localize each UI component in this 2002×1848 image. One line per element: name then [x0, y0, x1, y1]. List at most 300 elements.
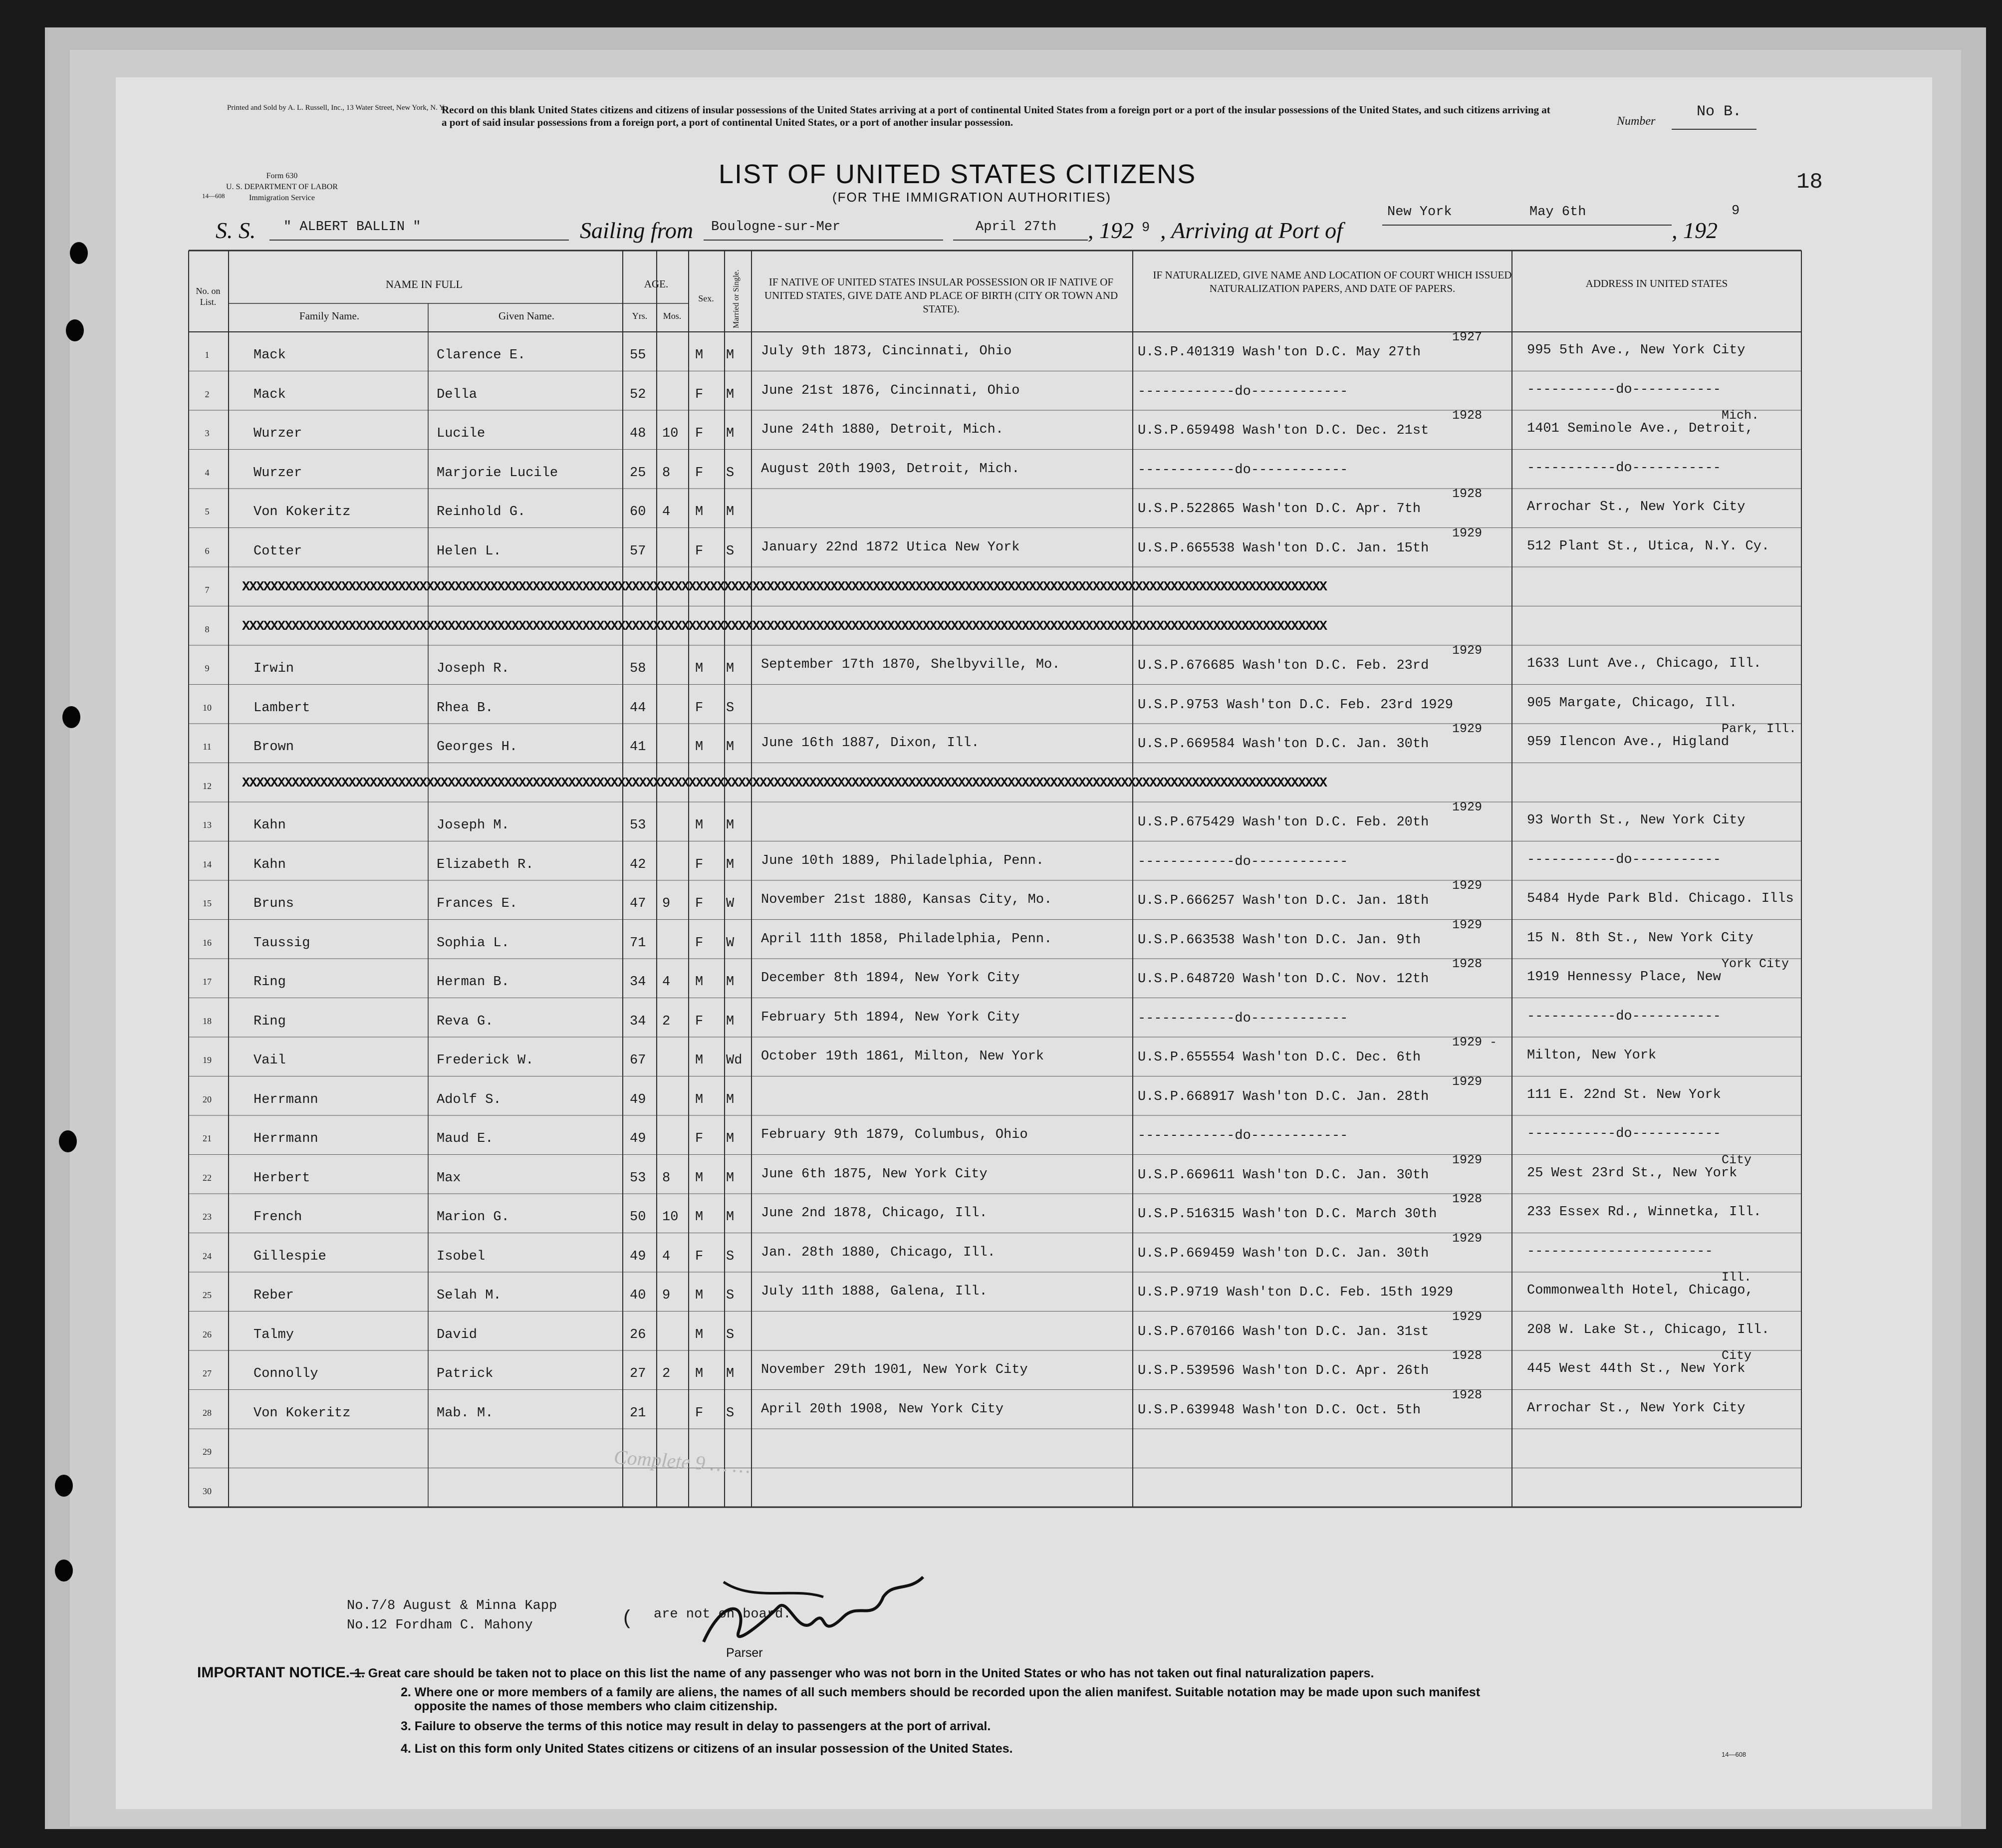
- row-nat: U.S.P.9719 Wash'ton D.C. Feb. 15th 1929: [1138, 1285, 1453, 1300]
- number-value: No B.: [1697, 103, 1742, 120]
- row-family: Irwin: [253, 661, 294, 676]
- row-given: Frances E.: [437, 896, 518, 911]
- row-ms: M: [726, 661, 735, 676]
- row-addr_top: City: [1722, 1152, 1752, 1167]
- row-nat: U.S.P.655554 Wash'ton D.C. Dec. 6th: [1138, 1050, 1421, 1065]
- row-sex: M: [695, 1288, 704, 1303]
- row-nat: U.S.P.663538 Wash'ton D.C. Jan. 9th: [1138, 932, 1421, 948]
- row-ms: M: [726, 975, 735, 990]
- row-no: 22: [203, 1172, 212, 1183]
- row-ms: S: [726, 1249, 735, 1264]
- row-given: Helen L.: [437, 543, 501, 559]
- row-addr_top: Park, Ill.: [1722, 722, 1797, 736]
- row-no: 13: [203, 820, 212, 830]
- row-given: Max: [437, 1170, 461, 1186]
- row-sex: F: [695, 1014, 704, 1029]
- row-family: Brown: [253, 740, 294, 755]
- col-header-no: No. on List.: [196, 286, 221, 307]
- row-family: Kahn: [253, 857, 286, 872]
- row-sex: M: [695, 975, 704, 990]
- row-nat: U.S.P.668917 Wash'ton D.C. Jan. 28th: [1138, 1089, 1429, 1104]
- form-code-left: 14—608: [202, 192, 225, 200]
- row-addr: 905 Margate, Chicago, Ill.: [1527, 695, 1738, 711]
- row-no: 11: [203, 742, 212, 752]
- row-family: Reber: [253, 1288, 294, 1303]
- row-nat: U.S.P.675429 Wash'ton D.C. Feb. 20th: [1138, 815, 1429, 830]
- row-no: 14: [203, 859, 212, 869]
- row-birth: November 29th 1901, New York City: [761, 1362, 1028, 1377]
- row-mos: 10: [662, 426, 679, 441]
- row-ms: S: [726, 700, 735, 716]
- row-ms: M: [726, 387, 735, 402]
- printer-credit: Printed and Sold by A. L. Russell, Inc., 13 Water Street, New York, N. Y.: [227, 104, 446, 112]
- col-header-sex: Sex.: [698, 293, 714, 303]
- row-family: Kahn: [253, 818, 286, 833]
- row-ms: Wd: [726, 1053, 743, 1068]
- page-number: 18: [1796, 170, 1823, 195]
- row-nat_year: 1928: [1452, 408, 1483, 423]
- row-nat_year: 1928: [1452, 957, 1483, 971]
- row-birth: February 9th 1879, Columbus, Ohio: [761, 1127, 1028, 1142]
- col-header-age: AGE.: [644, 278, 669, 290]
- row-given: Joseph M.: [437, 818, 509, 833]
- row-nat: U.S.P.639948 Wash'ton D.C. Oct. 5th: [1138, 1402, 1421, 1418]
- row-mos: 8: [662, 1170, 671, 1186]
- row-sex: M: [695, 1366, 704, 1381]
- row-nat_year: 1929: [1452, 1152, 1483, 1167]
- row-addr: Commonwealth Hotel, Chicago,: [1527, 1283, 1753, 1298]
- row-given: Elizabeth R.: [437, 857, 534, 872]
- row-sex: F: [695, 857, 704, 872]
- row-birth: August 20th 1903, Detroit, Mich.: [761, 461, 1020, 477]
- row-sex: F: [695, 465, 704, 481]
- row-addr_top: Mich.: [1722, 408, 1759, 423]
- row-addr: 445 West 44th St., New York: [1527, 1361, 1746, 1376]
- row-birth: June 2nd 1878, Chicago, Ill.: [761, 1206, 988, 1221]
- row-given: Marjorie Lucile: [437, 465, 558, 481]
- row-no: 30: [203, 1486, 212, 1496]
- row-addr_top: City: [1722, 1348, 1752, 1363]
- row-nat: ------------do------------: [1138, 1128, 1348, 1143]
- departure-year-digit: 9: [1142, 221, 1150, 236]
- arrival-date: May 6th: [1529, 205, 1586, 220]
- row-family: Cotter: [253, 543, 302, 559]
- row-nat: ------------do------------: [1138, 1011, 1348, 1026]
- col-header-given: Given Name.: [499, 310, 554, 322]
- form-code-right: 14—608: [1722, 1751, 1747, 1758]
- row-birth: April 20th 1908, New York City: [761, 1401, 1004, 1417]
- row-mos: 4: [662, 1249, 671, 1264]
- row-ms: M: [726, 818, 735, 833]
- row-given: David: [437, 1327, 478, 1342]
- row-sex: M: [695, 348, 704, 363]
- row-family: Gillespie: [253, 1249, 326, 1264]
- row-ms: S: [726, 465, 735, 481]
- struck-row: XXXXXXXXXXXXXXXXXXXXXXXXXXXXXXXXXXXXXXXXXXXXXXXXXXXXXXXXXXXXXXXXXXXXXXXXXXXXXXXXXXXXXXXXXXXXXXXXXXXXXXXXXXXXXXXXXXXXXXXXXXXXXXXXXXXXXXXXXXXXXXXXXXXXXXXXX: [242, 776, 1327, 791]
- row-no: 27: [203, 1368, 212, 1378]
- row-yrs: 55: [630, 348, 646, 363]
- row-nat_year: 1929 -: [1452, 1035, 1498, 1050]
- row-ms: M: [726, 1366, 735, 1381]
- row-ms: M: [726, 1131, 735, 1146]
- service-name: Immigration Service: [249, 194, 315, 202]
- row-birth: June 16th 1887, Dixon, Ill.: [761, 736, 980, 751]
- footer-note-status: are not on board.: [654, 1607, 791, 1622]
- row-family: Ring: [253, 975, 286, 990]
- sailing-from-label: Sailing from: [580, 218, 694, 243]
- row-birth: July 9th 1873, Cincinnati, Ohio: [761, 344, 1012, 359]
- row-yrs: 34: [630, 1014, 646, 1029]
- row-given: Selah M.: [437, 1288, 501, 1303]
- row-nat: U.S.P.676685 Wash'ton D.C. Feb. 23rd: [1138, 658, 1429, 673]
- row-nat: U.S.P.670166 Wash'ton D.C. Jan. 31st: [1138, 1324, 1429, 1339]
- row-nat: ------------do------------: [1138, 384, 1348, 399]
- row-sex: F: [695, 426, 704, 441]
- row-sex: F: [695, 543, 704, 559]
- department-name: U. S. DEPARTMENT OF LABOR: [226, 183, 338, 191]
- record-instructions: Record on this blank United States citizens and citizens of insular possessions of the United States arriving at a port of continental United States from a foreign port or a port of the insular possessions of the United States, and such citizens arriving at a port of said insular possessions from a foreign port, a port of continental United States, or a port of another insular possession.: [442, 104, 1550, 128]
- row-birth: January 22nd 1872 Utica New York: [761, 539, 1020, 555]
- row-nat: ------------do------------: [1138, 854, 1348, 869]
- col-header-address: ADDRESS IN UNITED STATES: [1585, 277, 1728, 289]
- row-addr: 111 E. 22nd St. New York: [1527, 1087, 1721, 1102]
- row-no: 18: [203, 1016, 212, 1026]
- departure-port: Boulogne-sur-Mer: [711, 220, 841, 235]
- footer-brace: (: [621, 1608, 634, 1630]
- row-no: 19: [203, 1055, 212, 1065]
- row-no: 21: [203, 1133, 212, 1143]
- row-nat_year: 1929: [1452, 800, 1483, 814]
- row-no: 4: [205, 467, 210, 478]
- row-birth: December 8th 1894, New York City: [761, 971, 1020, 986]
- row-addr: Arrochar St., New York City: [1527, 500, 1746, 515]
- row-sex: F: [695, 896, 704, 911]
- row-ms: W: [726, 896, 735, 911]
- row-given: Frederick W.: [437, 1053, 534, 1068]
- row-ms: S: [726, 1327, 735, 1342]
- ship-name: " ALBERT BALLIN ": [283, 220, 421, 235]
- row-ms: S: [726, 1288, 735, 1303]
- row-nat_year: 1929: [1452, 878, 1483, 893]
- row-no: 9: [205, 663, 210, 673]
- row-given: Lucile: [437, 426, 486, 441]
- row-birth: June 24th 1880, Detroit, Mich.: [761, 422, 1004, 437]
- row-given: Marion G.: [437, 1210, 509, 1225]
- row-nat: U.S.P.659498 Wash'ton D.C. Dec. 21st: [1138, 423, 1429, 438]
- arrival-year: , 192: [1672, 218, 1718, 243]
- row-no: 12: [203, 781, 212, 791]
- row-sex: F: [695, 935, 704, 951]
- row-nat_year: 1929: [1452, 526, 1483, 540]
- row-family: Herrmann: [253, 1131, 318, 1146]
- row-addr: Arrochar St., New York City: [1527, 1400, 1746, 1416]
- row-family: Ring: [253, 1014, 286, 1029]
- row-given: Reva G.: [437, 1014, 494, 1029]
- row-birth: April 11th 1858, Philadelphia, Penn.: [761, 931, 1052, 947]
- row-nat_year: 1929: [1452, 1231, 1483, 1246]
- row-ms: M: [726, 1170, 735, 1186]
- col-header-naturalized: IF NATURALIZED, GIVE NAME AND LOCATION OF COURT WHICH ISSUED NATURALIZATION PAPERS, AND DATE OF PAPERS.: [1153, 269, 1512, 294]
- notice-2b: opposite the names of those members who claim citizenship.: [414, 1699, 777, 1713]
- row-ms: S: [726, 1405, 735, 1421]
- row-no: 20: [203, 1094, 212, 1104]
- row-addr: 512 Plant St., Utica, N.Y. Cy.: [1527, 538, 1770, 554]
- row-given: Adolf S.: [437, 1092, 501, 1107]
- row-no: 26: [203, 1329, 212, 1339]
- row-birth: Jan. 28th 1880, Chicago, Ill.: [761, 1245, 996, 1260]
- inspector-signature-icon: [694, 1567, 933, 1657]
- arriving-label: , Arriving at Port of: [1160, 218, 1343, 243]
- form-number: Form 630: [266, 172, 298, 180]
- row-addr: 93 Worth St., New York City: [1527, 813, 1746, 828]
- page-title: LIST OF UNITED STATES CITIZENS: [719, 159, 1197, 189]
- row-no: 28: [203, 1407, 212, 1418]
- row-no: 17: [203, 977, 212, 987]
- departure-year: , 192: [1088, 218, 1134, 243]
- row-nat: U.S.P.401319 Wash'ton D.C. May 27th: [1138, 345, 1421, 360]
- row-addr: 959 Ilencon Ave., Higland: [1527, 735, 1730, 750]
- row-addr: 1401 Seminole Ave., Detroit,: [1527, 421, 1753, 436]
- row-yrs: 44: [630, 700, 646, 716]
- row-sex: F: [695, 700, 704, 716]
- row-yrs: 25: [630, 465, 646, 481]
- row-ms: M: [726, 1014, 735, 1029]
- departure-date: April 27th: [976, 220, 1057, 235]
- row-given: Joseph R.: [437, 661, 509, 676]
- row-nat: ------------do------------: [1138, 462, 1348, 478]
- struck-row: XXXXXXXXXXXXXXXXXXXXXXXXXXXXXXXXXXXXXXXXXXXXXXXXXXXXXXXXXXXXXXXXXXXXXXXXXXXXXXXXXXXXXXXXXXXXXXXXXXXXXXXXXXXXXXXXXXXXXXXXXXXXXXXXXXXXXXXXXXXXXXXXXXXXXXXXX: [242, 580, 1327, 595]
- col-header-married: Married or Single.: [732, 269, 741, 328]
- row-ms: M: [726, 740, 735, 755]
- page-subtitle: (FOR THE IMMIGRATION AUTHORITIES): [832, 190, 1112, 205]
- col-header-yrs: Yrs.: [632, 311, 648, 321]
- row-given: Mab. M.: [437, 1405, 494, 1421]
- row-nat_year: 1928: [1452, 487, 1483, 501]
- row-family: Vail: [253, 1053, 286, 1068]
- row-mos: 9: [662, 896, 671, 911]
- row-addr: Milton, New York: [1527, 1048, 1657, 1063]
- row-nat_year: 1928: [1452, 1348, 1483, 1363]
- row-given: Georges H.: [437, 740, 518, 755]
- row-yrs: 42: [630, 857, 646, 872]
- row-mos: 4: [662, 505, 671, 520]
- row-addr_top: Ill.: [1722, 1270, 1752, 1285]
- row-addr: 208 W. Lake St., Chicago, Ill.: [1527, 1322, 1770, 1337]
- row-addr: -----------do-----------: [1527, 460, 1721, 476]
- row-nat: U.S.P.665538 Wash'ton D.C. Jan. 15th: [1138, 540, 1429, 556]
- row-nat_year: 1929: [1452, 1074, 1483, 1089]
- row-addr: -----------do-----------: [1527, 1126, 1721, 1141]
- row-sex: M: [695, 1327, 704, 1342]
- row-given: Patrick: [437, 1366, 494, 1381]
- row-ms: M: [726, 1092, 735, 1107]
- row-family: Von Kokeritz: [253, 1405, 351, 1421]
- row-nat: U.S.P.666257 Wash'ton D.C. Jan. 18th: [1138, 893, 1429, 908]
- row-no: 15: [203, 898, 212, 908]
- footer-note-line-1: No.7/8 August & Minna Kapp: [347, 1598, 557, 1613]
- row-no: 1: [205, 350, 210, 360]
- row-family: Mack: [253, 348, 286, 363]
- row-sex: M: [695, 1092, 704, 1107]
- footer-note-line-2: No.12 Fordham C. Mahony: [347, 1618, 533, 1633]
- row-yrs: 34: [630, 975, 646, 990]
- row-given: Reinhold G.: [437, 505, 526, 520]
- row-family: Connolly: [253, 1366, 318, 1381]
- row-no: 2: [205, 389, 210, 399]
- row-family: Talmy: [253, 1327, 294, 1342]
- notice-1: 1. Great care should be taken not to place on this list the name of any passenger who was not born in the United States or who has not taken out final naturalization papers.: [354, 1666, 1374, 1680]
- row-addr: 1633 Lunt Ave., Chicago, Ill.: [1527, 656, 1761, 671]
- notice-heading: IMPORTANT NOTICE.—: [197, 1664, 365, 1681]
- row-yrs: 48: [630, 426, 646, 441]
- row-addr: 1919 Hennessy Place, New: [1527, 970, 1721, 985]
- row-birth: November 21st 1880, Kansas City, Mo.: [761, 892, 1052, 907]
- ss-label: S. S.: [216, 218, 256, 243]
- row-nat: U.S.P.516315 Wash'ton D.C. March 30th: [1138, 1207, 1437, 1222]
- row-mos: 2: [662, 1014, 671, 1029]
- row-addr: 5484 Hyde Park Bld. Chicago. Ills: [1527, 891, 1794, 906]
- notice-2a: 2. Where one or more members of a family are aliens, the names of all such members should be recorded upon the alien manifest. Suitable notation may be made upon such manifest: [401, 1685, 1481, 1699]
- row-birth: June 10th 1889, Philadelphia, Penn.: [761, 853, 1044, 868]
- row-no: 16: [203, 937, 212, 948]
- row-given: Maud E.: [437, 1131, 494, 1146]
- row-nat_year: 1927: [1452, 330, 1483, 344]
- row-sex: F: [695, 1131, 704, 1146]
- row-given: Sophia L.: [437, 935, 509, 951]
- row-addr: -----------do-----------: [1527, 852, 1721, 867]
- arrival-year-digit: 9: [1732, 204, 1740, 219]
- row-family: Herbert: [253, 1170, 310, 1186]
- row-family: Herrmann: [253, 1092, 318, 1107]
- row-yrs: 53: [630, 1170, 646, 1186]
- row-family: French: [253, 1210, 302, 1225]
- row-no: 7: [205, 585, 210, 595]
- row-sex: M: [695, 818, 704, 833]
- row-ms: M: [726, 505, 735, 520]
- row-family: Bruns: [253, 896, 294, 911]
- struck-row: XXXXXXXXXXXXXXXXXXXXXXXXXXXXXXXXXXXXXXXXXXXXXXXXXXXXXXXXXXXXXXXXXXXXXXXXXXXXXXXXXXXXXXXXXXXXXXXXXXXXXXXXXXXXXXXXXXXXXXXXXXXXXXXXXXXXXXXXXXXXXXXXXXXXXXXXX: [242, 619, 1327, 634]
- row-nat_year: 1929: [1452, 722, 1483, 736]
- row-no: 25: [203, 1290, 212, 1300]
- row-no: 24: [203, 1251, 212, 1261]
- row-yrs: 21: [630, 1405, 646, 1421]
- row-mos: 9: [662, 1288, 671, 1303]
- row-yrs: 67: [630, 1053, 646, 1068]
- row-addr: 15 N. 8th St., New York City: [1527, 930, 1753, 946]
- col-header-family: Family Name.: [299, 310, 360, 322]
- row-yrs: 58: [630, 661, 646, 676]
- row-yrs: 27: [630, 1366, 646, 1381]
- row-family: Lambert: [253, 700, 310, 716]
- row-given: Herman B.: [437, 975, 509, 990]
- row-sex: M: [695, 1053, 704, 1068]
- row-given: Rhea B.: [437, 700, 494, 716]
- row-addr: 25 West 23rd St., New York: [1527, 1165, 1738, 1181]
- row-mos: 8: [662, 465, 671, 481]
- arrival-port: New York: [1387, 205, 1452, 220]
- row-nat: U.S.P.669611 Wash'ton D.C. Jan. 30th: [1138, 1167, 1429, 1183]
- row-nat: U.S.P.648720 Wash'ton D.C. Nov. 12th: [1138, 972, 1429, 987]
- row-mos: 10: [662, 1210, 679, 1225]
- col-header-mos: Mos.: [663, 311, 682, 321]
- row-given: Della: [437, 387, 478, 402]
- col-header-name: NAME IN FULL: [386, 278, 463, 290]
- row-ms: M: [726, 857, 735, 872]
- row-family: Von Kokeritz: [253, 505, 351, 520]
- notice-3: 3. Failure to observe the terms of this notice may result in delay to passengers at the port of arrival.: [401, 1719, 991, 1733]
- row-nat_year: 1929: [1452, 643, 1483, 658]
- row-yrs: 60: [630, 505, 646, 520]
- row-given: Isobel: [437, 1249, 486, 1264]
- row-sex: F: [695, 1405, 704, 1421]
- row-yrs: 26: [630, 1327, 646, 1342]
- row-yrs: 49: [630, 1131, 646, 1146]
- row-yrs: 41: [630, 740, 646, 755]
- row-addr: -----------------------: [1527, 1244, 1713, 1259]
- row-yrs: 71: [630, 935, 646, 951]
- row-birth: September 17th 1870, Shelbyville, Mo.: [761, 657, 1060, 672]
- row-sex: M: [695, 1210, 704, 1225]
- row-nat: U.S.P.539596 Wash'ton D.C. Apr. 26th: [1138, 1363, 1429, 1378]
- row-yrs: 53: [630, 818, 646, 833]
- row-ms: M: [726, 426, 735, 441]
- row-nat_year: 1929: [1452, 917, 1483, 932]
- row-nat_year: 1928: [1452, 1387, 1483, 1402]
- row-ms: S: [726, 543, 735, 559]
- parser-label: Parser: [726, 1646, 763, 1660]
- row-nat: U.S.P.522865 Wash'ton D.C. Apr. 7th: [1138, 502, 1421, 517]
- row-no: 29: [203, 1447, 212, 1457]
- row-sex: M: [695, 661, 704, 676]
- row-sex: M: [695, 1170, 704, 1186]
- row-birth: October 19th 1861, Milton, New York: [761, 1049, 1044, 1064]
- row-addr: 233 Essex Rd., Winnetka, Ill.: [1527, 1205, 1761, 1220]
- row-yrs: 52: [630, 387, 646, 402]
- row-family: Wurzer: [253, 426, 302, 441]
- notice-4: 4. List on this form only United States citizens or citizens of an insular possession of the United States.: [401, 1742, 1013, 1756]
- row-yrs: 47: [630, 896, 646, 911]
- row-yrs: 49: [630, 1092, 646, 1107]
- row-no: 5: [205, 507, 210, 517]
- row-no: 8: [205, 624, 210, 634]
- col-header-birth: IF NATIVE OF UNITED STATES INSULAR POSSESSION OR IF NATIVE OF UNITED STATES, GIVE DATE AND PLACE OF BIRTH (CITY OR TOWN AND STATE).: [764, 276, 1118, 315]
- row-sex: F: [695, 1249, 704, 1264]
- row-addr: -----------do-----------: [1527, 1009, 1721, 1024]
- row-no: 3: [205, 428, 210, 438]
- row-mos: 2: [662, 1366, 671, 1381]
- row-yrs: 40: [630, 1288, 646, 1303]
- row-nat: U.S.P.9753 Wash'ton D.C. Feb. 23rd 1929: [1138, 697, 1453, 713]
- row-birth: July 11th 1888, Galena, Ill.: [761, 1284, 988, 1299]
- row-yrs: 57: [630, 543, 646, 559]
- row-family: Wurzer: [253, 465, 302, 481]
- row-family: Taussig: [253, 935, 310, 951]
- row-yrs: 49: [630, 1249, 646, 1264]
- row-ms: W: [726, 935, 735, 951]
- row-ms: M: [726, 348, 735, 363]
- row-addr: 995 5th Ave., New York City: [1527, 343, 1746, 358]
- row-sex: M: [695, 505, 704, 520]
- pencil-annotation: Complete 9 … …: [613, 1445, 751, 1478]
- row-ms: M: [726, 1210, 735, 1225]
- row-nat_year: 1929: [1452, 1309, 1483, 1324]
- row-no: 10: [203, 702, 212, 713]
- row-nat: U.S.P.669584 Wash'ton D.C. Jan. 30th: [1138, 737, 1429, 752]
- row-nat_year: 1928: [1452, 1192, 1483, 1206]
- row-addr: -----------do-----------: [1527, 382, 1721, 397]
- row-no: 6: [205, 545, 210, 556]
- row-given: Clarence E.: [437, 348, 526, 363]
